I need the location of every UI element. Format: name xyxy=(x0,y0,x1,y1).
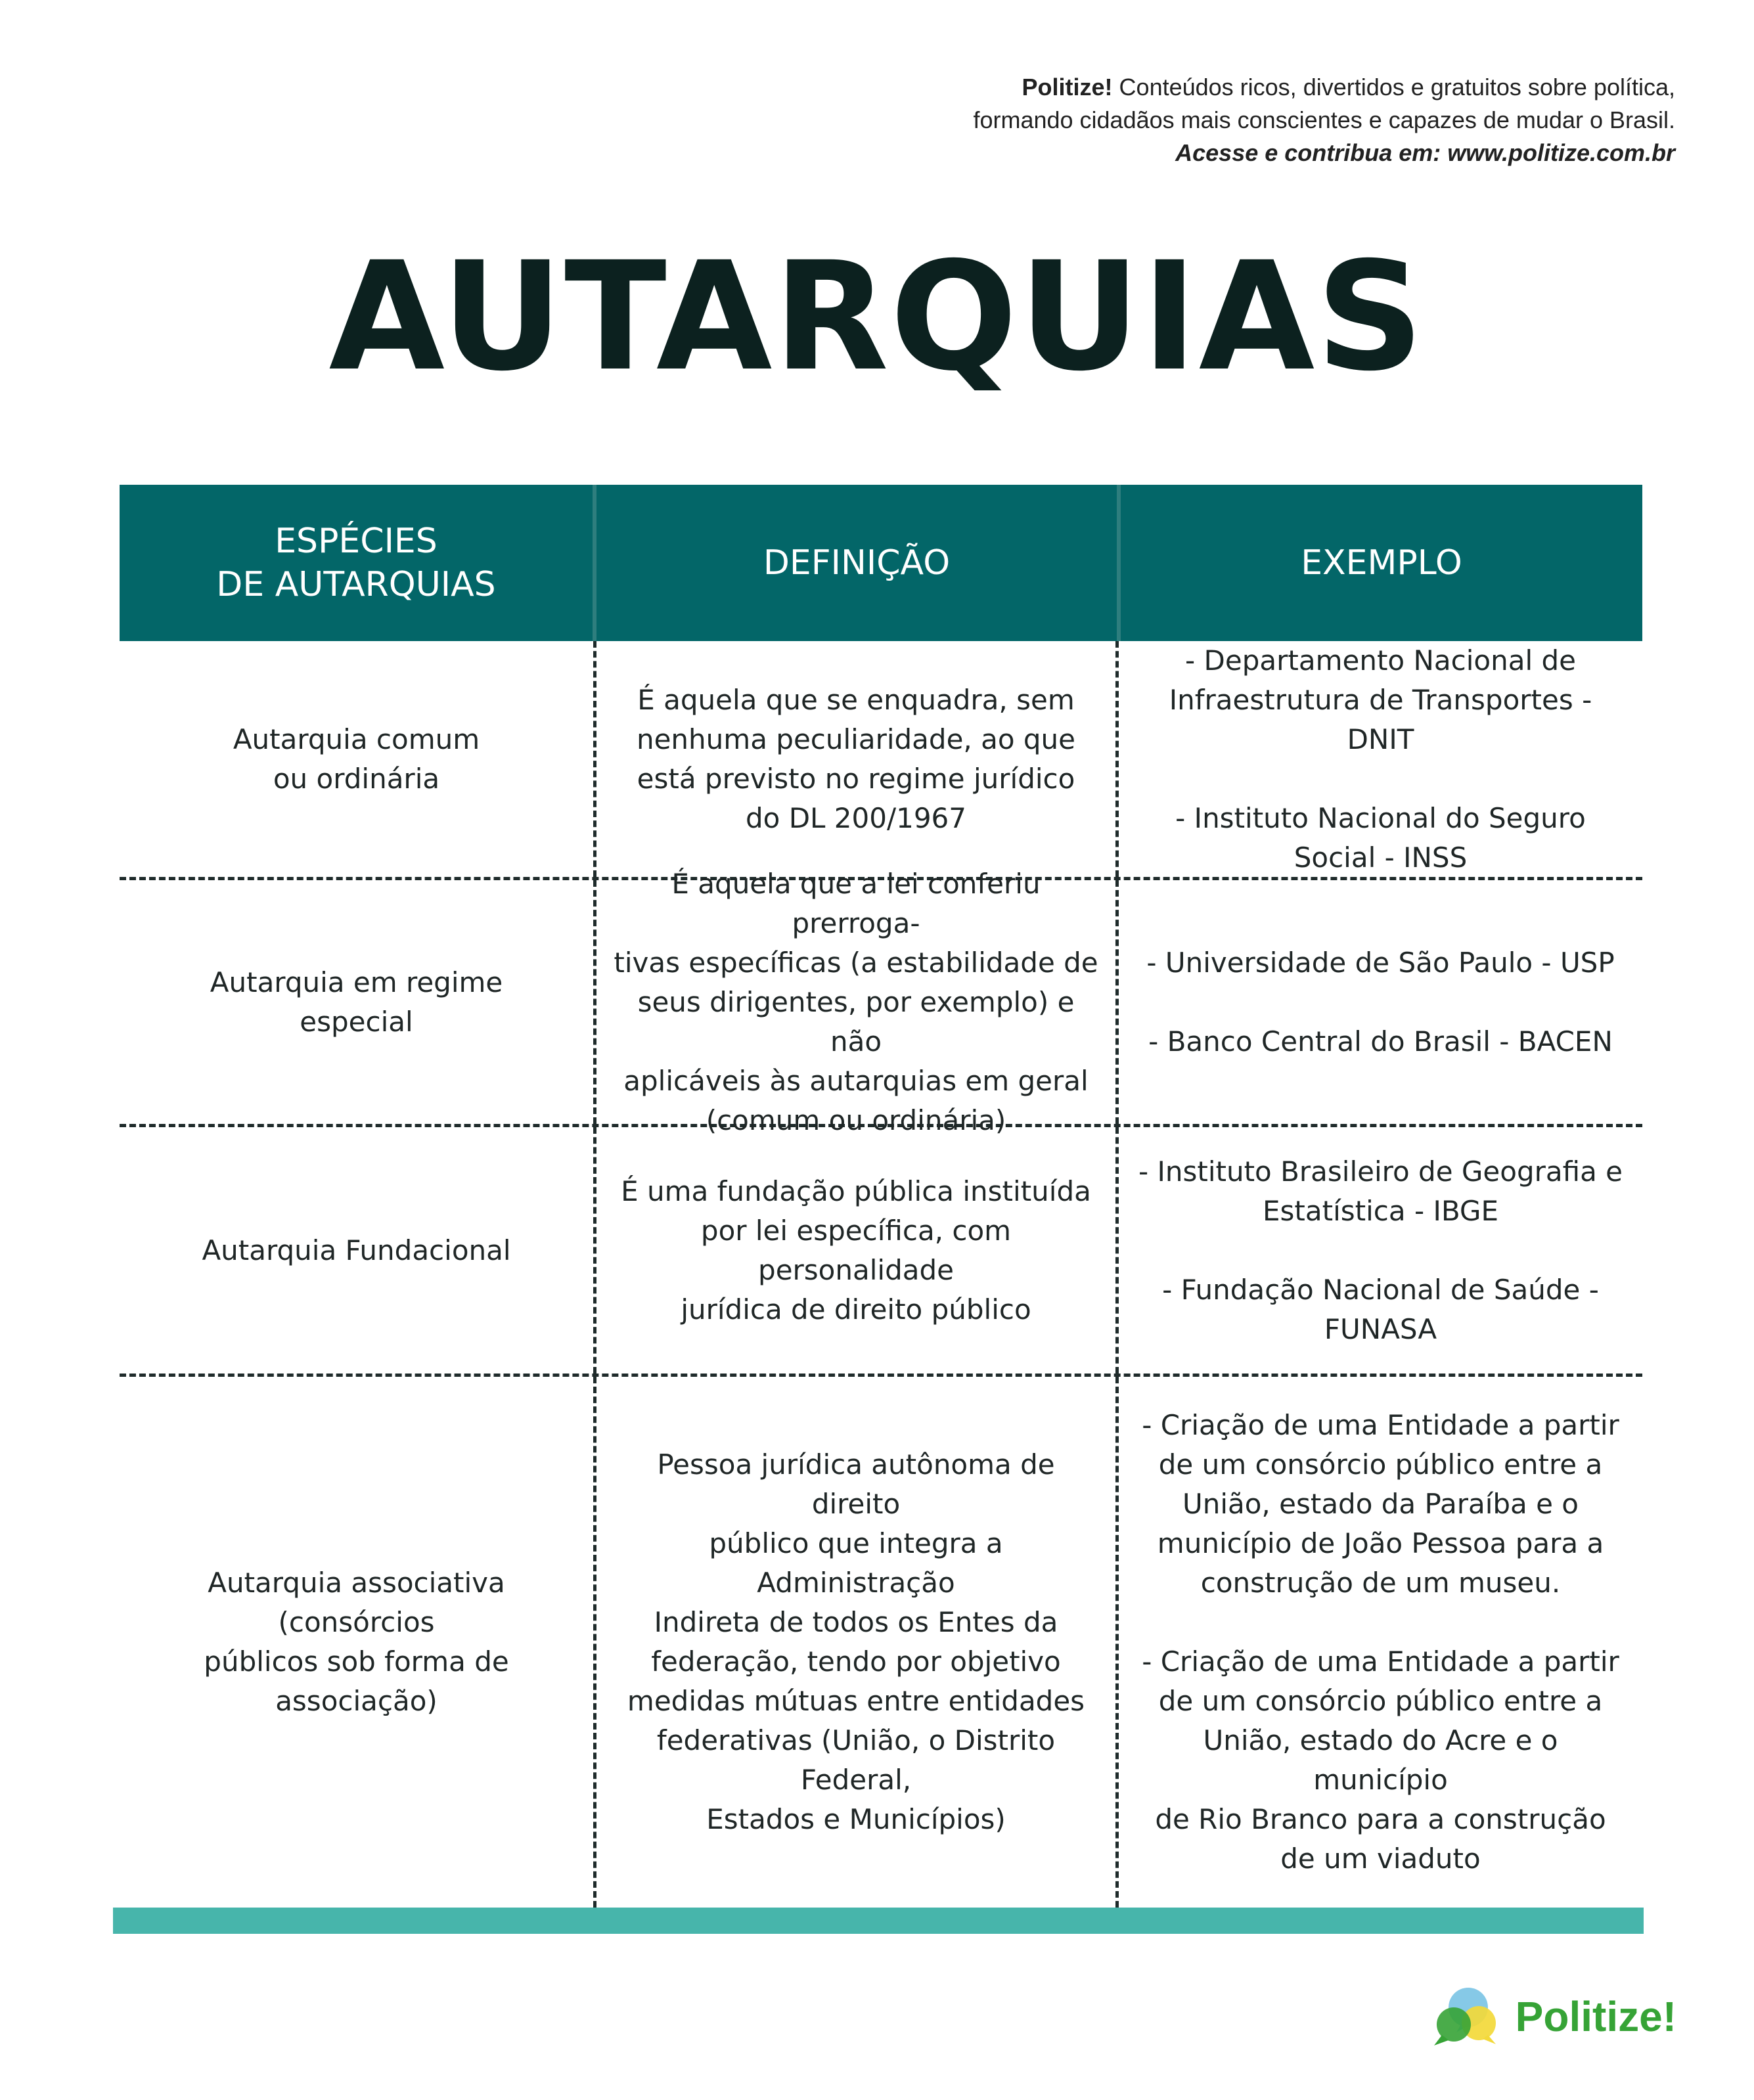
exemplo-text: - Departamento Nacional de xyxy=(1185,644,1576,677)
tagline-line-1 xyxy=(973,71,1675,104)
tagline-line-2: formando cidadãos mais conscientes e capazes de mudar o Brasil. xyxy=(973,106,1675,133)
header-tagline xyxy=(973,71,1675,169)
especie-text: Autarquia associativa (consórcios xyxy=(208,1567,505,1638)
definicao-text: Pessoa jurídica autônoma de direito xyxy=(657,1448,1055,1520)
table-row xyxy=(120,867,1642,1136)
exemplo-text: FUNASA xyxy=(1324,1312,1437,1345)
definicao-text: federação, tendo por objetivo xyxy=(651,1645,1061,1678)
definicao-cell xyxy=(596,867,1119,1136)
especie-text: públicos sob forma de associação) xyxy=(204,1645,509,1717)
definicao-text: aplicáveis às autarquias em geral xyxy=(623,1064,1089,1097)
definicao-cell xyxy=(596,1127,1119,1374)
tagline-text-1: Conteúdos ricos, divertidos e gratuitos sobre política, xyxy=(1119,74,1675,101)
definicao-text: jurídica de direito público xyxy=(681,1293,1031,1326)
page-title: AUTARQUIAS xyxy=(328,229,1426,404)
exemplo-text: - Universidade de São Paulo - USP xyxy=(1146,946,1615,979)
exemplo-item xyxy=(1146,943,1614,983)
definicao-text: medidas mútuas entre entidades xyxy=(627,1685,1085,1717)
exemplo-item xyxy=(1146,1022,1614,1061)
exemplo-cell xyxy=(1119,641,1642,877)
definicao-text: do DL 200/1967 xyxy=(745,801,966,834)
exemplo-text: União, estado da Paraíba e o xyxy=(1182,1488,1579,1520)
exemplo-text: - Instituto Brasileiro de Geografia e xyxy=(1138,1155,1623,1188)
table-row xyxy=(120,641,1642,880)
logo-text: Politize! xyxy=(1515,1993,1676,2040)
especie-cell xyxy=(120,641,596,877)
exemplo-text: município de João Pessoa para a xyxy=(1157,1527,1604,1559)
exemplo-item xyxy=(1138,1152,1623,1231)
exemplo-text: de um consórcio público entre a xyxy=(1158,1448,1603,1481)
especie-cell xyxy=(120,1377,596,1908)
especie-text: Autarquia comum xyxy=(233,723,480,755)
exemplo-text: - Criação de uma Entidade a partir xyxy=(1142,1645,1619,1678)
exemplo-text: - Banco Central do Brasil - BACEN xyxy=(1148,1025,1613,1058)
exemplo-cell xyxy=(1119,1377,1642,1908)
header-definicao: DEFINIÇÃO xyxy=(763,543,951,583)
definicao-text: Indireta de todos os Entes da xyxy=(654,1606,1058,1638)
exemplo-text: de um viaduto xyxy=(1280,1843,1481,1875)
definicao-text: federativas (União, o Distrito Federal, xyxy=(656,1724,1056,1796)
definicao-text: É aquela que a lei conferiu prerroga- xyxy=(671,867,1041,939)
definicao-cell xyxy=(596,1377,1119,1908)
exemplo-cell xyxy=(1119,880,1642,1124)
definicao-text: nenhuma peculiaridade, ao que xyxy=(636,723,1076,755)
definicao-text: público que integra a Administração xyxy=(709,1527,1003,1599)
definicao-text: está previsto no regime jurídico xyxy=(637,762,1075,795)
table-header xyxy=(120,485,1642,641)
exemplo-item xyxy=(1135,1642,1627,1879)
exemplo-item xyxy=(1135,799,1627,878)
exemplo-text: Estatística - IBGE xyxy=(1262,1194,1498,1227)
exemplo-text: Infraestrutura de Transportes - DNIT xyxy=(1169,683,1592,755)
especie-text: ou ordinária xyxy=(273,762,440,795)
definicao-text: É aquela que se enquadra, sem xyxy=(637,683,1075,716)
politize-logo[interactable] xyxy=(1428,1984,1676,2049)
exemplo-item xyxy=(1138,1270,1623,1349)
exemplo-text: de um consórcio público entre a xyxy=(1158,1685,1603,1717)
especie-cell xyxy=(120,880,596,1124)
exemplo-text: União, estado do Acre e o município xyxy=(1203,1724,1558,1796)
speech-bubbles-icon xyxy=(1428,1984,1500,2049)
header-exemplo: EXEMPLO xyxy=(1301,543,1462,583)
definicao-cell xyxy=(596,641,1119,877)
definicao-text: seus dirigentes, por exemplo) e não xyxy=(637,985,1075,1058)
exemplo-item xyxy=(1135,641,1627,759)
definicao-text: É uma fundação pública instituída xyxy=(621,1174,1091,1207)
exemplo-text: construção de um museu. xyxy=(1200,1567,1561,1599)
bottom-accent-bar xyxy=(113,1908,1644,1934)
autarquias-table xyxy=(120,485,1642,1908)
exemplo-text: de Rio Branco para a construção xyxy=(1155,1803,1606,1835)
table-row xyxy=(120,1377,1642,1908)
especie-text: Autarquia Fundacional xyxy=(202,1234,511,1266)
exemplo-cell xyxy=(1119,1127,1642,1374)
especie-text: especial xyxy=(300,1005,413,1038)
exemplo-text: - Fundação Nacional de Saúde - xyxy=(1162,1273,1599,1306)
tagline-brand: Politize! xyxy=(1022,74,1113,101)
exemplo-item xyxy=(1135,1406,1627,1603)
header-especies-line-2: DE AUTARQUIAS xyxy=(216,565,496,604)
exemplo-text: Social - INSS xyxy=(1293,841,1468,874)
definicao-text: (comum ou ordinária) xyxy=(706,1104,1006,1136)
definicao-text: tivas específicas (a estabilidade de xyxy=(614,946,1098,979)
exemplo-text: - Criação de uma Entidade a partir xyxy=(1142,1409,1619,1441)
especie-cell xyxy=(120,1127,596,1374)
table-row xyxy=(120,1127,1642,1377)
tagline-access-link[interactable]: Acesse e contribua em: www.politize.com.br xyxy=(1175,139,1675,166)
definicao-text: por lei específica, com personalidade xyxy=(700,1214,1012,1286)
exemplo-text: - Instituto Nacional do Seguro xyxy=(1175,801,1586,834)
definicao-text: Estados e Municípios) xyxy=(706,1803,1006,1835)
header-especies-line-1: ESPÉCIES xyxy=(275,522,438,561)
header-especies xyxy=(120,485,593,641)
especie-text: Autarquia em regime xyxy=(210,966,503,998)
